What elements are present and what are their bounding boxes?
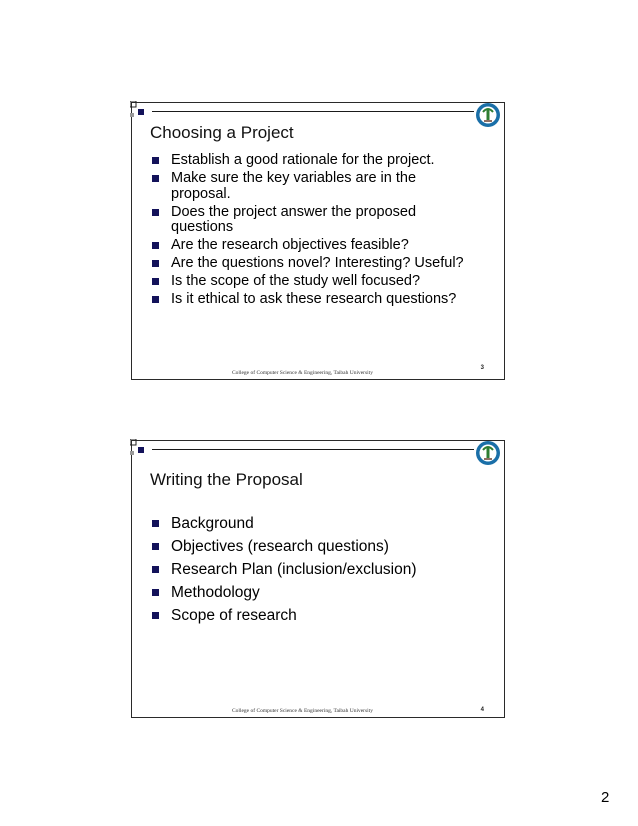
slide-number: 4 (480, 707, 484, 713)
bullet-text: Is it ethical to ask these research questions? (171, 291, 457, 307)
square-bullet-icon (152, 260, 159, 267)
slide-3 (131, 102, 505, 380)
list-item (152, 256, 472, 272)
square-bullet-icon (152, 278, 159, 285)
list-item (152, 538, 482, 556)
bullet-text: Research Plan (inclusion/exclusion) (171, 561, 417, 578)
bullet-list (152, 515, 482, 630)
bullet-text: Is the scope of the study well focused? (171, 273, 421, 289)
square-bullet-icon (152, 543, 159, 550)
slide-footer: College of Computer Science & Engineering, Taibah University (232, 370, 373, 376)
square-bullet-icon (152, 296, 159, 303)
list-item (152, 584, 482, 602)
bullet-list (152, 153, 472, 310)
title-rule (152, 111, 474, 112)
list-item (152, 153, 472, 169)
bullet-text: Objectives (research questions) (171, 538, 389, 555)
slide-number: 3 (480, 365, 484, 371)
university-logo-icon (475, 100, 501, 130)
square-bullet-icon (152, 175, 159, 182)
square-bullet-icon (152, 209, 159, 216)
bullet-text: Does the project answer the proposed questions (171, 203, 417, 235)
bullet-text: Are the research objectives feasible? (171, 237, 409, 253)
square-bullet-icon (152, 612, 159, 619)
bullet-text: Background (171, 515, 254, 532)
slide-footer: College of Computer Science & Engineering, Taibah University (232, 708, 373, 714)
university-logo-icon (475, 438, 501, 468)
list-item (152, 515, 482, 533)
list-item (152, 607, 482, 625)
corner-squares-icon (130, 439, 156, 461)
title-rule (152, 449, 474, 450)
square-bullet-icon (152, 566, 159, 573)
list-item (152, 561, 482, 579)
slide-title: Writing the Proposal (150, 470, 303, 489)
list-item (152, 274, 472, 290)
slide-title: Choosing a Project (150, 123, 294, 142)
page-number: 2 (601, 789, 610, 806)
corner-squares-icon (130, 101, 156, 123)
square-bullet-icon (152, 520, 159, 527)
list-item (152, 205, 472, 236)
list-item (152, 171, 472, 202)
bullet-text: Scope of research (171, 607, 297, 624)
list-item (152, 292, 472, 308)
square-bullet-icon (152, 157, 159, 164)
bullet-text: Methodology (171, 584, 260, 601)
list-item (152, 238, 472, 254)
bullet-text: Make sure the key variables are in the proposal. (171, 170, 417, 202)
square-bullet-icon (152, 589, 159, 596)
bullet-text: Establish a good rationale for the project. (171, 152, 435, 168)
bullet-text: Are the questions novel? Interesting? Useful? (171, 255, 464, 271)
slide-4 (131, 440, 505, 718)
square-bullet-icon (152, 242, 159, 249)
